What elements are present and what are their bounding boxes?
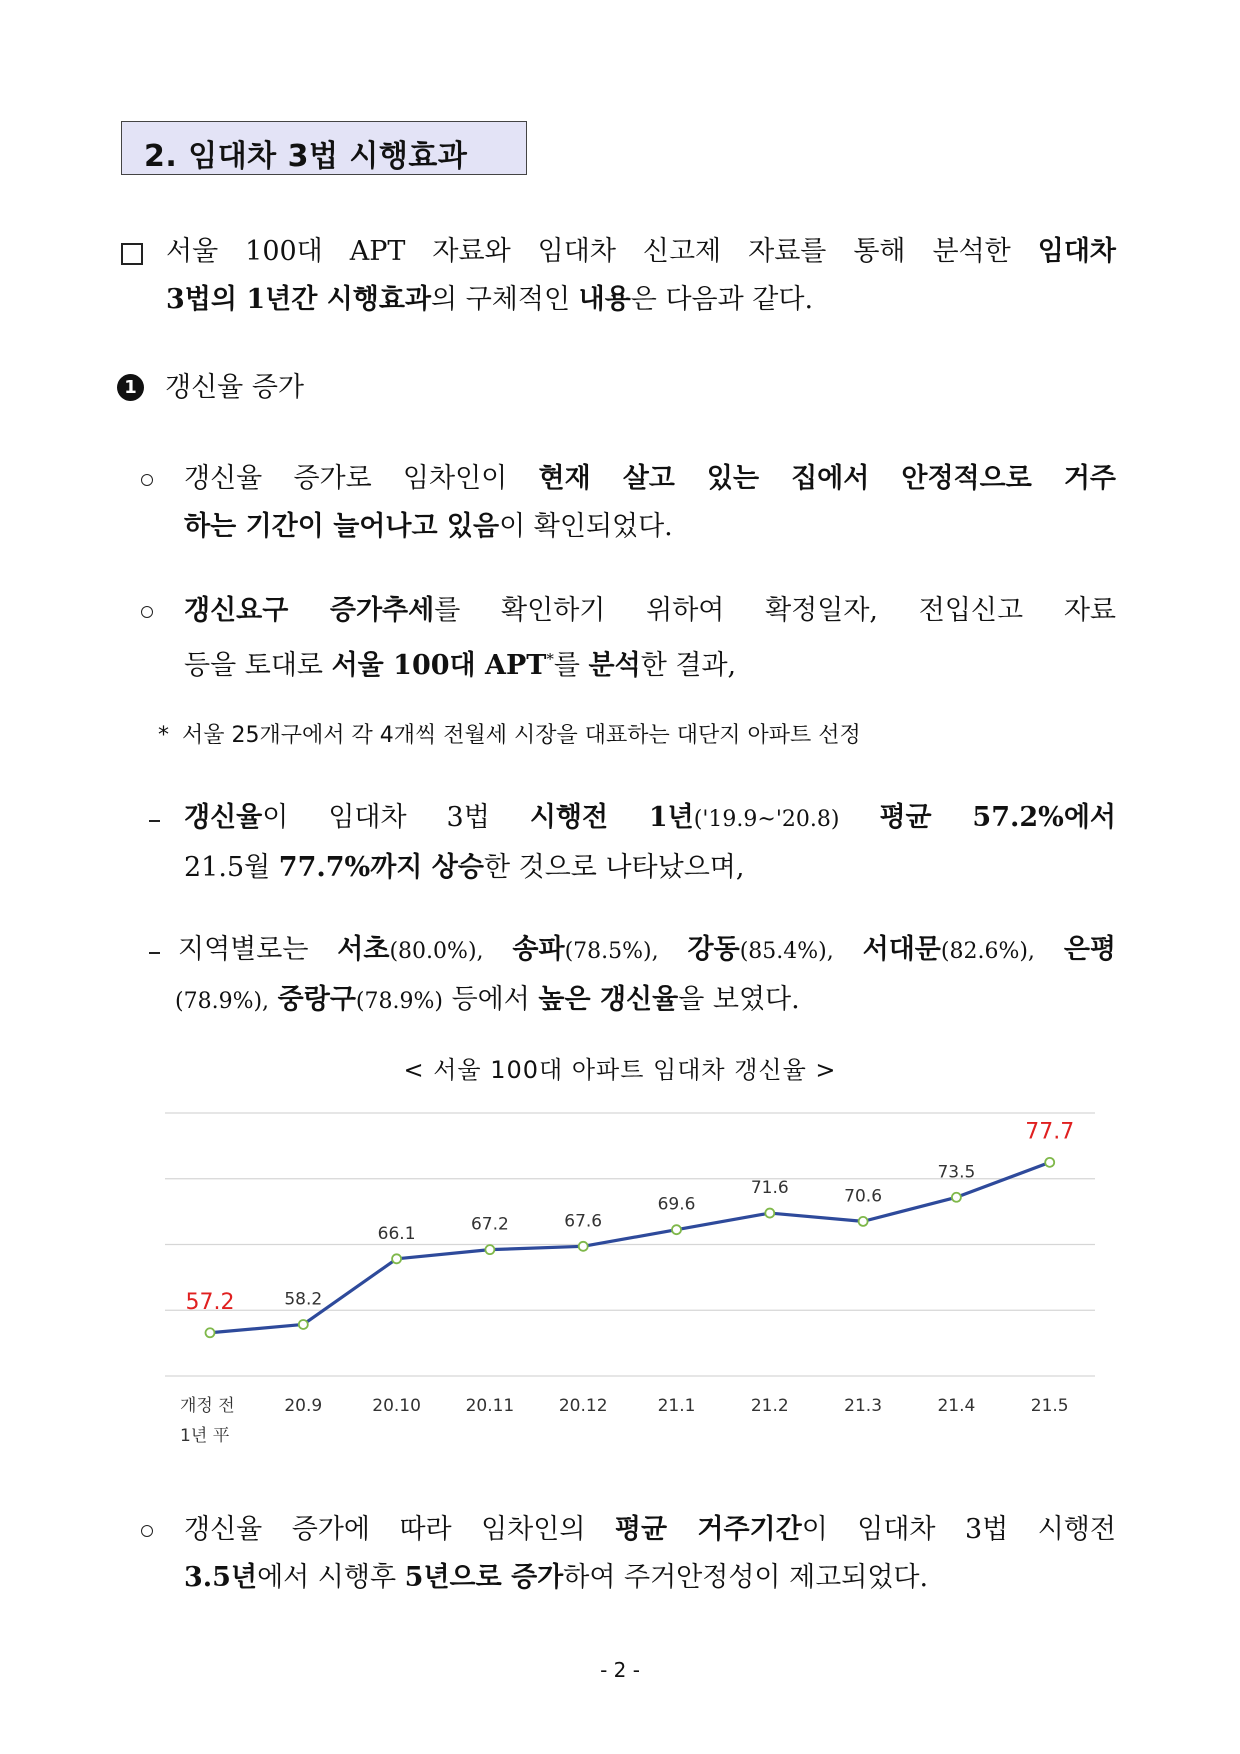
data-point (579, 1242, 588, 1251)
bullet-2 (184, 587, 1116, 690)
data-point (485, 1245, 494, 1254)
data-label: 69.6 (657, 1194, 696, 1215)
data-label: 70.6 (844, 1186, 883, 1207)
footnote-text: 서울 25개구에서 각 4개씩 전월세 시장을 대표하는 대단지 아파트 선정 (182, 723, 861, 748)
section-title: 2. 임대차 3법 시행효과 (144, 139, 468, 174)
bullet-3-line-1: 갱신율 증가에 따라 임차인의 평균 거주기간이 임대차 3법 시행전 (184, 1514, 1116, 1545)
bullet-circle-icon (141, 474, 153, 486)
tick-label: 개정 전 (180, 1396, 235, 1416)
dash-1 (184, 794, 1116, 892)
tick-label: 21.3 (844, 1396, 883, 1416)
bullet-1-line-1: 갱신율 증가로 임차인이 현재 살고 있는 집에서 안정적으로 거주 (184, 463, 1116, 494)
section-title-box (121, 121, 527, 175)
tick-label: 20.11 (465, 1396, 515, 1416)
data-label: 58.2 (284, 1289, 323, 1310)
heading-1-title: 갱신율 증가 (165, 372, 304, 403)
data-label: 66.1 (377, 1223, 416, 1244)
data-point (672, 1225, 681, 1234)
dash-2-line-1: 지역별로는 서초(80.0%), 송파(78.5%), 강동(85.4%), 서대문(82.6%), 은평 (178, 934, 1116, 965)
footnote (158, 718, 861, 749)
dash-1-line-1: 갱신율이 임대차 3법 시행전 1년('19.9~'20.8) 평균 57.2%에서 (184, 802, 1116, 833)
data-point (392, 1254, 401, 1263)
data-point (859, 1217, 868, 1226)
data-label: 67.6 (564, 1211, 603, 1232)
intro-paragraph (166, 228, 1116, 324)
renewal-rate-line-chart (160, 1110, 1100, 1450)
series-line (210, 1162, 1050, 1332)
data-point (299, 1320, 308, 1329)
page-number: - 2 - (600, 1658, 640, 1682)
heading-1 (165, 364, 304, 412)
tick-label: 20.9 (284, 1396, 323, 1416)
bullet-circle-icon (141, 1525, 153, 1537)
intro-line-1: 서울 100대 APT 자료와 임대차 신고제 자료를 통해 분석한 임대차 (166, 236, 1116, 267)
bullet-2-line-1: 갱신요구 증가추세를 확인하기 위하여 확정일자, 전입신고 자료 (184, 595, 1116, 626)
dash-bullet-icon (149, 952, 160, 954)
bullet-3-line-2: 3.5년에서 시행후 5년으로 증가하여 주거안정성이 제고되었다. (184, 1562, 929, 1593)
dash-2-line-2: (78.9%), 중랑구(78.9%) 등에서 높은 갱신율을 보였다. (175, 984, 800, 1015)
dash-1-line-2: 21.5월 77.7%까지 상승한 것으로 나타났으며, (184, 852, 745, 883)
data-point (1045, 1158, 1054, 1167)
data-label: 77.7 (1025, 1119, 1075, 1145)
tick-label: 21.5 (1030, 1396, 1069, 1416)
bullet-2-line-2: 등을 토대로 서울 100대 APT*를 분석한 결과, (184, 650, 737, 681)
data-label: 73.5 (937, 1162, 976, 1183)
number-bullet-icon: 1 (117, 374, 144, 401)
bullet-1-line-2: 하는 기간이 늘어나고 있음이 확인되었다. (184, 511, 673, 542)
checkbox-icon (121, 243, 143, 265)
tick-label: 21.4 (937, 1396, 976, 1416)
dash-bullet-icon (149, 820, 160, 822)
data-label: 71.6 (750, 1178, 789, 1199)
bullet-1 (184, 455, 1116, 551)
bullet-3 (184, 1506, 1116, 1602)
footnote-mark: * (158, 723, 169, 748)
data-point (206, 1328, 215, 1337)
bullet-circle-icon (141, 606, 153, 618)
tick-label: 1년 平 (180, 1426, 230, 1446)
intro-line-2: 3법의 1년간 시행효과의 구체적인 내용은 다음과 같다. (166, 284, 814, 315)
data-point (765, 1209, 774, 1218)
dash-2 (175, 926, 1116, 1026)
tick-label: 21.2 (750, 1396, 789, 1416)
data-label: 57.2 (185, 1289, 235, 1315)
tick-label: 20.12 (558, 1396, 608, 1416)
data-label: 67.2 (470, 1214, 509, 1235)
tick-label: 20.10 (372, 1396, 421, 1416)
data-point (952, 1193, 961, 1202)
chart-title: < 서울 100대 아파트 임대차 갱신율 > (403, 1056, 837, 1084)
tick-label: 21.1 (657, 1396, 696, 1416)
